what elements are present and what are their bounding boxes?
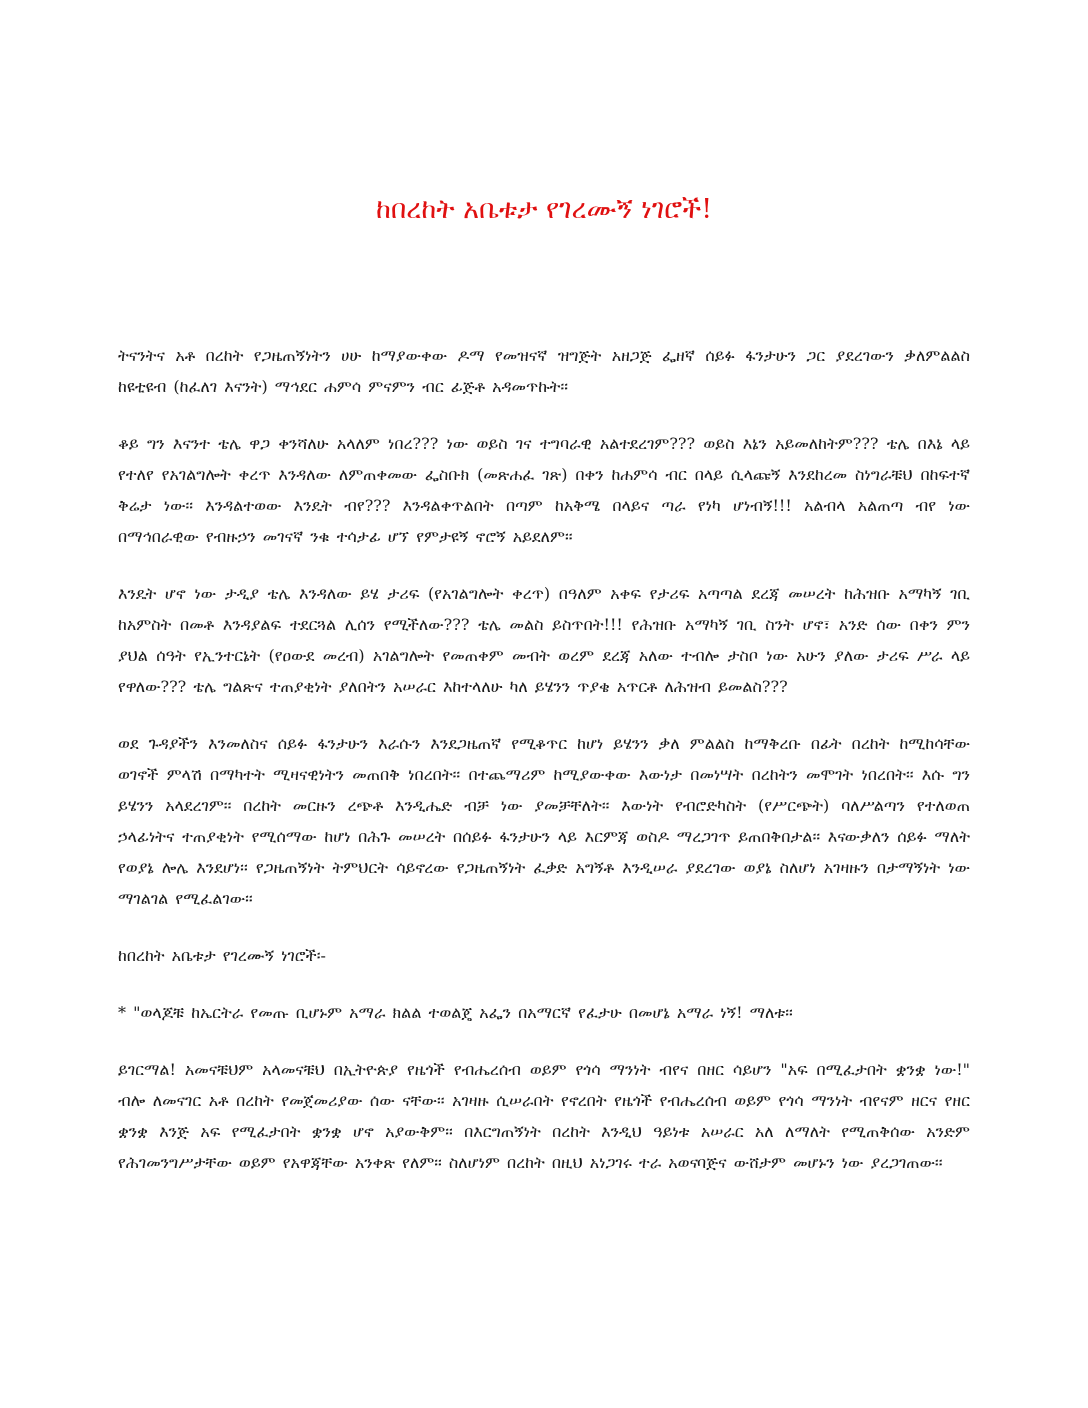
paragraph-conclusion: ይገርማል! አመናቹህም አላመናቹህ በኢትዮጵያ የዜጎች የብሔረሰብ ወይም የጎሳ ማንነት ብየና በዘር ሳይሆን "አፍ በሚፈታበት ቋንቋ ነው!" ብሎ ለመናገር አቶ በረከት የመጀመሪያው ሰው ናቸው፡፡ አገዛዙ ሲሠራበት የኖረበት የዜጎች የብሔረሰብ ወይም የጎሳ ማንነት ብየናም ዘርና የዘር ቋንቋ እንጅ አፍ የሚፈታበት ቋንቋ ሆኖ አያውቅም፡፡ በእርግጠኝነት በረከት እንዲህ ዓይነቱ አሠራር አለ ለማለት የሚጠቅሰው አንድም የሕገመንግሥታቸው ወይም የአዋጃቸው አንቀጽ የለም፡፡ ስለሆነም በረከት በዚህ አነጋገሩ ተራ አወናባጅና ውሸታም መሆኑን ነው ያረጋገጠው፡፡ — [118, 1060, 970, 1172]
page-title: ከበረከት አቤቱታ የገረሙኝ ነገሮች! — [375, 194, 713, 225]
article-body — [118, 340, 970, 1204]
paragraph-journalism-critique: ወደ ጉዳያችን እንመለስና ሰይፉ ፋንታሁን እራሱን እንደጋዜጠኛ የሚቆጥር ከሆነ ይሄንን ቃለ ምልልስ ከማቅረቡ በፊት በረከት ከሚከሳቸው ወገኖች ምላሽ በማካተት ሚዛናዊነትን መጠበቅ ነበረበት፡፡ በተጨማሪም ከሚያውቀው እውነታ በመነሣት በረከትን መሞገት ነበረበት፡፡ እሱ ግን ይሄንን አላደረገም፡፡ በረከት መርዙን ረጭቶ እንዲሔድ ብቻ ነው ያመቻቸለት፡፡ እውነት የብሮድካስት (የሥርጭት) ባለሥልጣን የተለወጠ ኃላፊነትና ተጠያቂነት የሚሰማው ከሆነ በሕጉ መሠረት በሰይፉ ፋንታሁን ላይ እርምጃ ወስዶ ማረጋገጥ ይጠበቅበታል፡፡ እናውቃለን ሰይፉ ማለት የወያኔ ሎሌ እንደሆነ፡፡ የጋዜጠኝነት ትምህርት ሳይኖረው የጋዜጠኝነት ፈቃድ አግኝቶ እንዲሠራ ያደረገው ወያኔ ስለሆነ አገዛዙን በታማኝነት ነው ማገልገል የሚፈልገው፡፡ — [118, 734, 970, 908]
section-heading: ከበረከት አቤቱታ የገረሙኝ ነገሮች፡- — [118, 946, 326, 965]
paragraph-tele-tariff: ቆይ ግን እናንተ ቴሌ ዋጋ ቀንሻለሁ አላለም ነበረ??? ነው ወይስ ገና ተግባራዊ አልተደረገም??? ወይስ እኔን አይመለከትም??? ቴሌ በእኔ ላይ የተለየ የአገልግሎት ቀረጥ እንዳለው ለምጠቀመው ፌስቡክ (መጽሐፈ ገጽ) በቀን ከሐምሳ ብር በላይ ሲላጩኝ እንደከረመ ስነግራቹህ በከፍተኛ ቅሬታ ነው፡፡ እንዳልተወው እንዴት ብየ??? እንዳልቀጥልበት በጣም ከአቅሜ በላይና ጣራ የነካ ሆነብኝ!!! አልብላ አልጠጣ ብየ ነው በማኅበራዊው የብዙኃን መገናኛ ንቁ ተሳታፊ ሆኘ የምታዩኝ ኖሮኝ አይደለም፡፡ — [118, 434, 970, 546]
paragraph-intro: ትናንትና አቶ በረከት የጋዜጠኝነትን ሀሁ ከማያውቀው ዶማ የመዝናኛ ዝግጅት አዘጋጅ ፌዘኛ ሰይፉ ፋንታሁን ጋር ያደረገውን ቃለምልልስ ከዩቲዩብ (ከፈለገ እናንት) ማኅደር ሐምሳ ምናምን ብር ፊጅቶ አዳመጥኩት፡፡ — [118, 346, 970, 396]
document-page — [118, 0, 970, 1408]
paragraph-tariff-question: እንዴት ሆኖ ነው ታዲያ ቴሌ እንዳለው ይሄ ታሪፍ (የአገልግሎት ቀረጥ) በዓለም አቀፍ የታሪፍ አጣጣል ደረጃ መሠረት ከሕዝቡ አማካኝ ገቢ ከአምስት በመቶ እንዳያልፍ ተደርጓል ሊሰን የሚችለው??? ቴሌ መልስ ይስጥበት!!! የሕዝቡ አማካኝ ገቢ ስንት ሆኖ፣ አንድ ሰው በቀን ምን ያህል ሰዓት የኢንተርኔት (የዐውደ መረብ) አገልግሎት የመጠቀም መብት ወረም ደረጃ አለው ተብሎ ታስቦ ነው አሁን ያለው ታሪፍ ሥራ ላይ የዋለው??? ቴሌ ግልጽና ተጠያቂነት ያለበትን አሠራር እከተላለሁ ካለ ይሄንን ጥያቄ አጥርቶ ለሕዝብ ይመልስ??? — [118, 584, 970, 696]
paragraph-quote: * "ወላጆቹ ከኤርትራ የመጡ ቢሆኑም አማራ ክልል ተወልጄ አፌን በአማርኛ የፈታሁ በመሆኔ አማራ ነኝ! ማለቱ፡፡ — [118, 1003, 793, 1022]
